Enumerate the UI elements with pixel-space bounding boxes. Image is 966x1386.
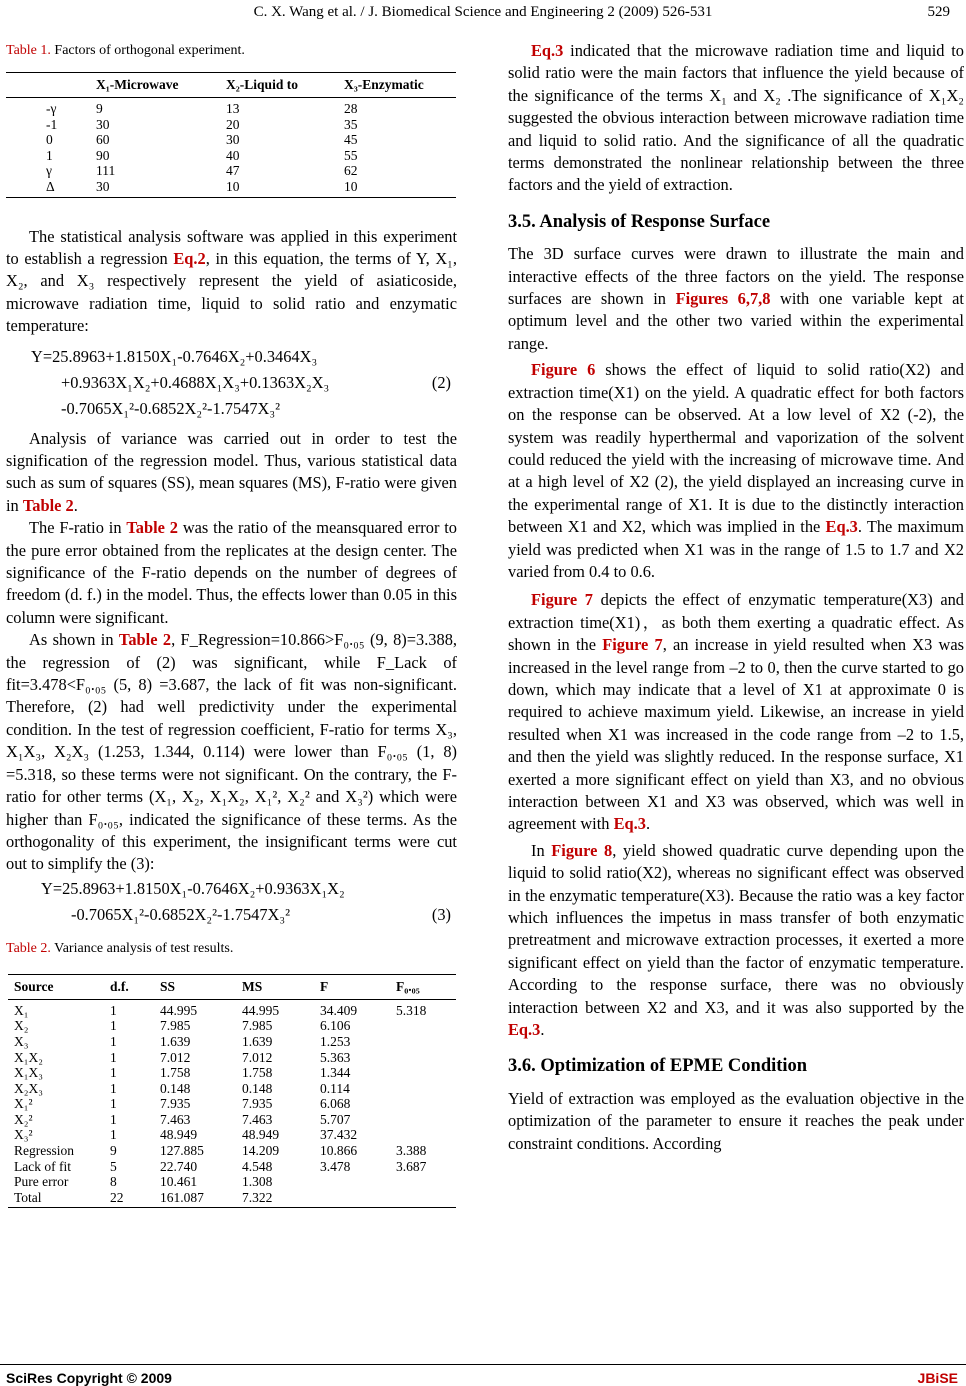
table-cell: X₁	[14, 1002, 29, 1018]
text-span: , F_Regression=10.866>F₀.₀₅ (9, 8)=3.388, the regression of (2) was significant, while F_Lack of fit=3.478<F₀.₀₅ (5, 8) =3.687, the lack of fit was non-significant. Therefore, (2) had well predictivity under the experimental condition. In the test of regression coefficient, F-ratio for terms X₃, X₁X₃, X₂X₃ (1.253, 1.344, 0.114) were lower than F₀.₀₅ (1, 8) =5.318, so these terms were not significant. On the contrary, the F-ratio for other terms (X₁, X₂, X₁X₂, X₁², X₂² and X₃²) which were higher than F₀.₀₅, indicated the significance of these terms. As the orthogonality of this experiment, the insignificant terms were cut out to simplify the (3):	[6, 630, 457, 874]
table-cell: 20	[226, 116, 240, 132]
table-row	[8, 999, 456, 1018]
running-head: C. X. Wang et al. / J. Biomedical Science and Engineering 2 (2009) 526-531	[253, 4, 713, 20]
section-heading: 3.6. Optimization of EPME Condition	[508, 1056, 808, 1077]
figure-ref[interactable]: Figure 7	[602, 635, 663, 655]
table-cell: 7.935	[160, 1096, 191, 1112]
right-column	[508, 40, 964, 1155]
table2	[8, 974, 456, 1208]
paragraph	[6, 428, 457, 518]
table1-caption-text: Factors of orthogonal experiment.	[50, 43, 245, 58]
table-cell: 35	[344, 116, 358, 132]
page-footer	[0, 1364, 966, 1386]
table-row	[8, 1034, 456, 1050]
table-cell: 37.432	[320, 1127, 358, 1143]
table-cell	[396, 1174, 456, 1190]
table-cell	[396, 1190, 456, 1208]
table-row	[8, 1096, 456, 1112]
table-row	[6, 148, 456, 164]
table-cell: 111	[96, 163, 116, 179]
table-cell	[396, 1127, 456, 1143]
section-heading: 3.5. Analysis of Response Surface	[508, 211, 771, 232]
table-cell: 7.322	[242, 1190, 320, 1208]
table-cell: 90	[96, 147, 110, 163]
table-cell: 6.068	[320, 1096, 351, 1112]
equation-ref[interactable]: Eq.3	[531, 41, 564, 60]
table-cell: Δ	[6, 179, 96, 197]
table-cell: 7.985	[242, 1018, 273, 1034]
table-cell: 30	[226, 132, 240, 148]
equation-line: Y=25.8963+1.8150X₁-0.7646X₂+0.9363X₁X₂	[41, 878, 345, 898]
equation-line: Y=25.8963+1.8150X₁-0.7646X₂+0.3464X₃	[31, 346, 318, 366]
footer-journal: JBiSE	[917, 1370, 958, 1386]
table-cell: 48.949	[242, 1127, 280, 1143]
table-cell: 1.758	[160, 1065, 191, 1081]
equation-2	[6, 344, 457, 422]
table-cell: 1	[110, 1033, 117, 1049]
equation-ref[interactable]: Eq.3	[825, 517, 858, 537]
table-row	[8, 1081, 456, 1097]
text-span: The F-ratio in	[29, 518, 127, 538]
equation-number: (2)	[431, 372, 451, 392]
table1-header-cell: X₂-Liquid to	[226, 73, 344, 98]
table-cell: 7.985	[160, 1018, 191, 1034]
table-cell: 1.344	[320, 1065, 351, 1081]
table-cell: 22.740	[160, 1158, 198, 1174]
table1-body	[6, 98, 456, 198]
text-span: was the ratio of the meansquared error to the pure error obtained from the replicates at the design center. The significance of the F-ratio depends on the number of degrees of freedom (d. f.) in the model. Thus, the effects lower than 0.05 in this column were significant.	[6, 518, 457, 627]
table-cell: 10.866	[320, 1143, 358, 1159]
table-cell: 9	[96, 101, 103, 116]
table-cell: X₃²	[14, 1127, 33, 1143]
table-cell: Regression	[14, 1143, 74, 1159]
table-cell	[396, 1096, 456, 1112]
table-cell: 8	[110, 1174, 117, 1190]
table-cell: 3.687	[396, 1158, 427, 1174]
table-cell	[396, 1034, 456, 1050]
table2-body	[8, 999, 456, 1208]
table-row	[8, 1174, 456, 1190]
table-cell: -1	[46, 116, 58, 132]
table-cell: 1	[110, 1111, 117, 1127]
table-cell: -γ	[46, 101, 57, 116]
paragraph	[6, 629, 457, 875]
table-cell: 9	[110, 1143, 117, 1159]
table-cell: 5.363	[320, 1049, 351, 1065]
table-cell: 1.253	[320, 1033, 351, 1049]
table2-header-row	[8, 975, 456, 1000]
table-cell: 28	[344, 101, 358, 116]
table2-header-cell: MS	[242, 975, 320, 1000]
table-cell	[396, 1050, 456, 1066]
table-row	[8, 1190, 456, 1208]
table-cell: 44.995	[242, 1002, 280, 1018]
table-cell: 40	[226, 147, 240, 163]
table-cell: Lack of fit	[14, 1158, 71, 1174]
table-cell	[396, 1018, 456, 1034]
table-cell: 55	[344, 147, 358, 163]
table-cell: 6.106	[320, 1018, 351, 1034]
table-cell: 0.148	[160, 1080, 191, 1096]
equation-ref[interactable]: Eq.3	[508, 1020, 541, 1040]
table-cell: 4.548	[242, 1158, 273, 1174]
table-cell: 1	[110, 1127, 117, 1143]
table-row	[6, 98, 456, 117]
page-header	[0, 2, 966, 24]
table-cell: 127.885	[160, 1143, 204, 1159]
table-cell: 161.087	[160, 1190, 242, 1208]
table-cell: 44.995	[160, 1002, 198, 1018]
text-span: , in this equation, the terms of Y, X₁, X₂, and X₃ respectively represent the yield of asiaticoside, microwave radiation time, liquid to solid ratio and enzymatic temperature:	[6, 248, 457, 336]
table-cell: 1	[110, 1080, 117, 1096]
table1-caption-label: Table 1.	[6, 43, 51, 58]
paragraph	[508, 40, 964, 197]
table-cell: 10	[344, 179, 456, 197]
table-cell: γ	[46, 163, 52, 179]
table-row	[8, 1018, 456, 1034]
table-cell: 7.463	[160, 1111, 191, 1127]
text-span: The 3D surface curves were drawn to illustrate the main and interactive effects of the three factors on the yield. The response surfaces are shown in	[508, 244, 964, 309]
text-span: shows the effect of liquid to solid ratio(X2) and extraction time(X1) on the yield. A quadratic effect for both factors on the response can be observed. At a low level of X2 (-2), the system was readily hyperthermal and vaporization of the solvent could reduced the yield with the increasing of microwave time. And at a high level of X2 (2), the yield displayed an increasing curve in the experimental range of X1. It is due to the distinctly interaction between X1 and X2, which was implied in the	[508, 360, 964, 537]
table-cell: 1.639	[160, 1033, 191, 1049]
table-cell: 1	[110, 1096, 117, 1112]
table-cell: Total	[8, 1190, 110, 1208]
table-cell: 1.639	[242, 1033, 273, 1049]
paragraph	[508, 243, 964, 355]
table2-header-cell: Source	[8, 975, 110, 1000]
table-cell: 1	[110, 1018, 117, 1034]
table-ref[interactable]: Table 2	[126, 518, 178, 538]
table1-caption	[6, 40, 457, 62]
table-cell: 48.949	[160, 1127, 198, 1143]
table-cell	[320, 1174, 396, 1190]
left-column	[6, 40, 457, 1208]
table-cell: X₁X₂	[14, 1049, 43, 1065]
equation-text: -0.7065X₁²-0.6852X₂²-1.7547X₃²	[71, 904, 290, 924]
table-cell: X₁²	[14, 1096, 33, 1112]
table2-caption	[6, 938, 457, 960]
figure-ref[interactable]: Figure 6	[531, 360, 596, 380]
table-cell: X₂	[14, 1018, 29, 1034]
figure-ref[interactable]: Figure 8	[551, 840, 613, 860]
paragraph	[508, 840, 964, 1042]
table-cell	[396, 1112, 456, 1128]
table2-header-cell: F	[320, 975, 396, 1000]
equation-line	[6, 370, 457, 396]
table2-header-cell: SS	[160, 975, 242, 1000]
table-cell: 1	[46, 147, 53, 163]
table-row	[8, 1127, 456, 1143]
table-cell: 1	[110, 1002, 117, 1018]
table-cell: 5.707	[320, 1111, 351, 1127]
paragraph	[508, 359, 964, 583]
equation-line: -0.7065X₁²-0.6852X₂²-1.7547X₃²	[61, 398, 280, 418]
text-span: The statistical analysis software was applied in this experiment to establish a regression	[6, 226, 457, 268]
text-span: .	[645, 814, 651, 834]
table-row	[6, 179, 456, 197]
table-cell: 13	[226, 101, 240, 116]
table-cell: Pure error	[14, 1174, 69, 1190]
table-row	[8, 1143, 456, 1159]
table-cell: 47	[226, 163, 240, 179]
table2-header-cell: d.f.	[110, 975, 160, 1000]
table-cell: 7.935	[242, 1096, 273, 1112]
table1-header-cell: X₃-Enzymatic	[344, 73, 456, 98]
equation-line	[6, 902, 457, 928]
text-span: Analysis of variance was carried out in order to test the signification of the regression model. Thus, various statistical data such as sum of squares (SS), mean squares (MS), F-ratio were given in	[6, 428, 457, 515]
footer-copyright: SciRes Copyright © 2009	[6, 1370, 172, 1386]
table-cell	[396, 1081, 456, 1097]
table-cell: 7.012	[160, 1049, 191, 1065]
table-cell: 14.209	[242, 1143, 280, 1159]
table-cell	[320, 1190, 396, 1208]
table1-header-cell	[6, 73, 96, 98]
text-span: , yield showed quadratic curve depending upon the liquid to solid ratio(X2), whereas no significant effect was observed in the enzymatic temperature(X3). Because the ratio was a key factor which influences the impetus in mass transfer of both enzymatic pretreatment and microwave extraction processes, it exerted a more significant effect on yield than the factor of enzymatic temperature. According to the response surface, there was no obviously interaction between X2 and X3, and it was also supported by the	[508, 840, 964, 1017]
table-cell: 10	[226, 179, 344, 197]
text-span: . The maximum yield was predicted when X1 was in the range of 1.5 to 1.7 and X2 varied from 0.4 to 0.6.	[508, 517, 964, 581]
table-row	[8, 1112, 456, 1128]
text-span: .	[73, 495, 78, 515]
table-ref[interactable]: Table 2	[118, 630, 172, 650]
table1-header-cell: X₁-Microwave	[96, 73, 226, 98]
table-cell: 5.318	[396, 1002, 427, 1018]
table-cell: 7.012	[242, 1049, 273, 1065]
table-cell: 5	[110, 1158, 117, 1174]
table-cell: 0.114	[320, 1080, 350, 1096]
table-cell	[396, 1065, 456, 1081]
figure-ref[interactable]: Figures 6,7,8	[675, 289, 771, 309]
table-row	[8, 1159, 456, 1175]
paragraph	[6, 517, 457, 629]
table-cell: X₃	[14, 1033, 29, 1049]
equation-ref[interactable]: Eq.3	[613, 814, 646, 834]
table-cell: 30	[96, 116, 110, 132]
table-cell: 45	[344, 132, 358, 148]
table-cell: X₂²	[14, 1111, 33, 1127]
table-cell: 30	[96, 179, 226, 197]
equation-text: +0.9363X₁X₂+0.4688X₁X₃+0.1363X₂X₃	[61, 372, 330, 392]
table-cell: X₁X₃	[14, 1065, 43, 1081]
table-cell: 60	[96, 132, 110, 148]
text-span: , an increase in yield resulted when X3 was increased in the level range from –2 to 0, then the curve started to go down, which may indicate that a level of X1 at approximate 0 is required to achieve maximum yield. Likewise, an increase in yield resulted when X1 was increased in the code range from –2 to 1.5, and then the yield was slightly reduced. In the response surface, X1 exerted a more significant effect on yield than X3, and no obvious interaction between X1 and X3 was observed, which was well in agreement with	[508, 635, 964, 834]
text-span: As shown in	[29, 630, 119, 650]
table-cell: 1	[110, 1065, 117, 1081]
table-cell: 22	[110, 1190, 160, 1208]
paragraph	[6, 226, 457, 338]
table-cell: 62	[344, 163, 358, 179]
text-span: In	[531, 840, 552, 860]
table-row	[8, 1050, 456, 1066]
table-cell: 3.478	[320, 1158, 351, 1174]
table-ref[interactable]: Table 2	[22, 495, 74, 515]
table2-header-cell: F₀.₀₅	[396, 975, 456, 1000]
table-row	[6, 132, 456, 148]
table-cell: 0.148	[242, 1080, 273, 1096]
text-span: indicated that the microwave radiation time and liquid to solid ratio were the main factors that influence the yield because of the significance of the terms X₁ and X₂ .The significance of X₁X₂ suggested the obvious interaction between microwave radiation time and liquid to solid ratio. And the significance of all the quadratic terms demonstrated the nonlinear relationship between the three factors and the yield of extraction.	[508, 41, 964, 195]
table-cell: 1.758	[242, 1065, 273, 1081]
table-cell: 1	[110, 1049, 117, 1065]
table2-caption-label: Table 2.	[6, 940, 51, 956]
paragraph: Yield of extraction was employed as the evaluation objective in the optimization of the parameter to ensure it reaches the peak under constraint conditions. According	[508, 1088, 964, 1153]
figure-ref[interactable]: Figure 7	[531, 590, 593, 610]
page-number: 529	[927, 4, 950, 20]
table-cell: 1.308	[242, 1174, 273, 1190]
table-cell: 7.463	[242, 1111, 273, 1127]
text-span: with one variable kept at optimum level and the other two varied within the experimental range.	[508, 289, 964, 353]
table1	[6, 72, 456, 197]
equation-number: (3)	[431, 904, 451, 924]
table-cell: 3.388	[396, 1143, 427, 1159]
table-cell: 0	[46, 132, 53, 148]
table-row	[6, 163, 456, 179]
text-span: depicts the effect of enzymatic temperature(X3) and extraction time(X1)，as both them exerting a quadratic effect. As shown in the	[508, 590, 964, 655]
paragraph	[508, 589, 964, 835]
table-cell: 34.409	[320, 1002, 358, 1018]
text-span: .	[540, 1020, 545, 1040]
equation-3	[6, 876, 457, 928]
equation-ref[interactable]: Eq.2	[173, 248, 206, 268]
table-cell: 10.461	[160, 1174, 198, 1190]
table2-caption-text: Variance analysis of test results.	[50, 940, 234, 956]
table-row	[8, 1065, 456, 1081]
table1-header-row	[6, 73, 456, 98]
table-cell: X₂X₃	[14, 1080, 43, 1096]
table-row	[6, 117, 456, 133]
